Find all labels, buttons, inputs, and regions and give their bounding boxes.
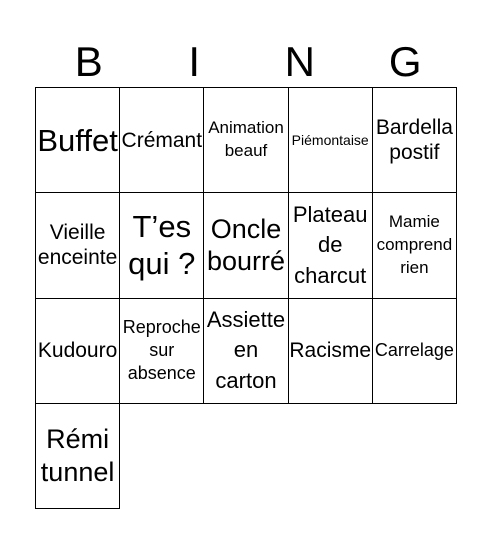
bingo-cell[interactable] <box>204 299 288 404</box>
cell-text: Rémi tunnel <box>40 424 115 487</box>
cell-text: Carrelage <box>374 339 454 360</box>
bingo-cell[interactable] <box>289 88 373 193</box>
cell-text: Plateau de charcut <box>292 201 368 288</box>
cell-text: Bardella postif <box>375 115 453 165</box>
bingo-cell[interactable] <box>373 299 457 404</box>
bingo-cell[interactable] <box>36 299 120 404</box>
bingo-cell[interactable] <box>204 88 288 193</box>
bingo-grid <box>35 87 457 509</box>
cell-text: Animation beauf <box>208 118 284 161</box>
cell-text: Piémontaise <box>291 131 369 148</box>
header-letter-n: N <box>284 38 315 85</box>
bingo-cell[interactable] <box>120 88 204 193</box>
bingo-cell[interactable] <box>373 193 457 298</box>
cell-text: Buffet <box>37 122 118 158</box>
cell-text: Kudouro <box>37 339 118 363</box>
bingo-cell[interactable] <box>204 193 288 298</box>
bingo-cell[interactable] <box>36 404 120 509</box>
cell-text: T’es qui ? <box>128 209 196 282</box>
cell-text: Vieille enceinte <box>37 221 118 270</box>
cell-text: Crémant <box>121 128 203 152</box>
header-letter-b: B <box>74 38 103 85</box>
bingo-header <box>36 36 458 88</box>
header-letter-i: I <box>188 38 201 85</box>
cell-text: Racisme <box>289 339 372 363</box>
cell-text: Reproche sur absence <box>122 316 201 384</box>
bingo-cell[interactable] <box>120 193 204 298</box>
bingo-cell[interactable] <box>36 88 120 193</box>
bingo-cell[interactable] <box>120 299 204 404</box>
cell-text: Assiette en carton <box>206 307 286 393</box>
cell-text: Oncle bourré <box>206 213 286 277</box>
bingo-cell[interactable] <box>289 193 373 298</box>
cell-text: Mamie comprend rien <box>376 211 453 277</box>
bingo-cell[interactable] <box>36 193 120 298</box>
header-letter-g: G <box>388 38 422 85</box>
bingo-cell[interactable] <box>289 299 373 404</box>
bingo-cell[interactable] <box>373 88 457 193</box>
